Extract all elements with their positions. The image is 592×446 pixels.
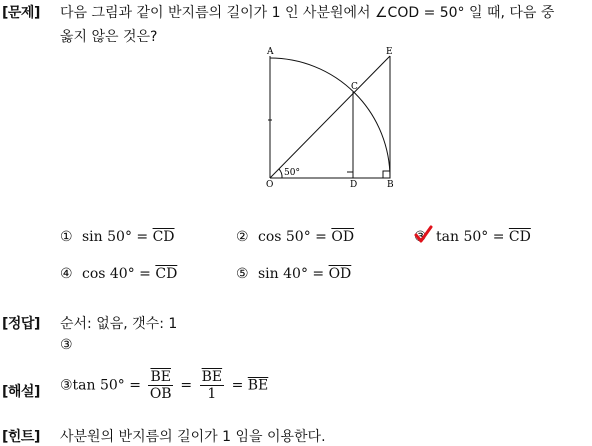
problem-text-line1: 다음 그림과 같이 반지름의 길이가 1 인 사분원에서 ∠COD = 50° 일 때, 다음 중 — [60, 5, 555, 21]
problem-label: [문제] — [2, 5, 40, 21]
answer-value: ③ — [60, 337, 73, 353]
point-d-label: D — [350, 180, 358, 190]
explanation-label: [해설] — [2, 384, 40, 400]
point-c-label: C — [351, 82, 358, 92]
hint-text: 사분원의 반지름의 길이가 1 임을 이용한다. — [60, 429, 326, 445]
angle-arc-o — [279, 169, 282, 178]
point-e-label: E — [386, 47, 393, 57]
point-b-label: B — [387, 180, 394, 190]
hint-label: [힌트] — [2, 429, 40, 445]
problem-text-line2: 옳지 않은 것은? — [60, 29, 158, 45]
choice-1[interactable]: ① $\sin 50^\circ = \overline{CD}$ — [60, 229, 175, 245]
angle-label: 50° — [284, 168, 300, 178]
fraction-be-ob: $\frac{\overline{BE}}{OB}$ — [149, 369, 172, 402]
explanation-formula: ③tan 50° = $\frac{\overline{BE}}{OB}$ = $\frac{\overline{BE}}{1}$ = $\overline{BE}$ — [60, 369, 269, 402]
right-angle-b — [383, 171, 390, 178]
quarter-circle-figure — [250, 44, 410, 194]
choice-4[interactable]: ④ $\cos 40^\circ = \overline{CD}$ — [60, 266, 178, 282]
choice-2[interactable]: ② $\cos 50^\circ = \overline{OD}$ — [236, 229, 355, 245]
fraction-be-1: $\frac{\overline{BE}}{1}$ — [201, 369, 223, 402]
choice-5[interactable]: ⑤ $\sin 40^\circ = \overline{OD}$ — [236, 266, 352, 282]
point-o-label: O — [266, 180, 274, 190]
check-mark-icon — [413, 225, 433, 245]
answer-meta: 순서: 없음, 갯수: 1 — [60, 316, 178, 332]
choice-3[interactable]: ③ $\tan 50^\circ = \overline{CD}$ — [414, 229, 531, 245]
answer-label: [정답] — [2, 316, 40, 332]
point-a-label: A — [267, 47, 274, 57]
